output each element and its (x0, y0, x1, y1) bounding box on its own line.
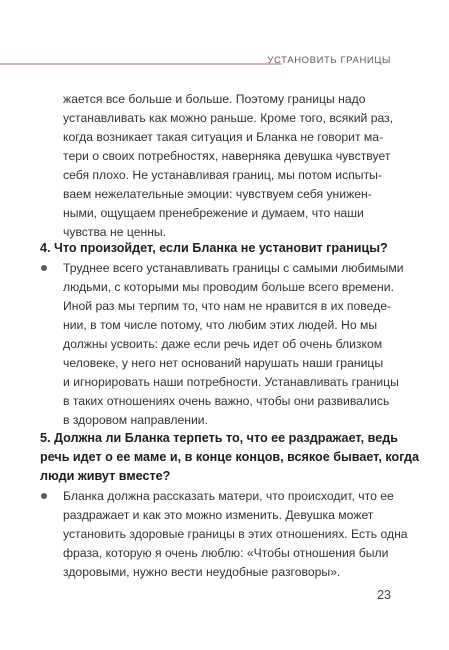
intro-line: себя плохо. Не устанавливая границ, мы потом испыты- (63, 168, 382, 182)
question-heading-line: речь идет о ее маме и, в конце концов, всякое бывает, когда (40, 450, 419, 464)
answer-line: Труднее всего устанавливать границы с самыми любимыми (63, 261, 404, 275)
intro-line: ными, ощущаем пренебрежение и думаем, что наши (63, 206, 364, 220)
question-4-answer (63, 259, 404, 430)
question-5-heading (40, 429, 419, 486)
intro-line: устанавливать как можно раньше. Кроме того, всякий раз, (63, 111, 394, 125)
answer-line: здоровыми, нужно вести неудобные разговоры». (63, 565, 341, 579)
answer-line: раздражает и как это можно изменить. Девушка может (63, 508, 374, 522)
answer-line: и игнорировать наши потребности. Устанавливать границы (63, 375, 399, 389)
intro-line: жается все больше и больше. Поэтому границы надо (63, 92, 366, 106)
question-5-answer (63, 487, 408, 582)
answer-line: фраза, которую я очень люблю: «Чтобы отношения были (63, 546, 389, 560)
answer-line: установить здоровые границы в этих отношениях. Есть одна (63, 527, 408, 541)
question-heading-line: люди живут вместе? (40, 469, 171, 483)
answer-line: Иной раз мы терпим то, что нам не нравится в их поведе- (63, 299, 392, 313)
answer-line: в таких отношениях очень важно, чтобы они развивались (63, 394, 390, 408)
page-number: 23 (377, 588, 391, 602)
intro-line: тери о своих потребностях, наверняка девушка чувствует (63, 149, 391, 163)
question-heading-line: 5. Должна ли Бланка терпеть то, что ее раздражает, ведь (40, 431, 398, 445)
intro-paragraph (63, 90, 395, 242)
answer-line: Бланка должна рассказать матери, что происходит, что ее (63, 489, 394, 503)
header-rule (0, 63, 282, 65)
question-heading-line: 4. Что произойдет, если Бланка не установит границы? (40, 241, 388, 255)
answer-line: должны усвоить: даже если речь идет об очень близком (63, 337, 383, 351)
intro-line: ваем нежелательные эмоции: чувствуем себя унижен- (63, 187, 372, 201)
answer-line: человеке, у него нет оснований нарушать наши границы (63, 356, 384, 370)
running-title: УСТАНОВИТЬ ГРАНИЦЫ (267, 55, 391, 66)
bullet-icon (41, 265, 47, 271)
question-4-heading (40, 239, 400, 258)
answer-line: в здоровом направлении. (63, 413, 208, 427)
answer-line: людьми, с которыми мы проводим больше всего времени. (63, 280, 394, 294)
intro-line: когда возникает такая ситуация и Бланка не говорит ма- (63, 130, 384, 144)
answer-line: нии, в том числе потому, что любим этих людей. Но мы (63, 318, 378, 332)
intro-line: чувства не ценны. (63, 225, 167, 239)
bullet-icon (41, 493, 47, 499)
